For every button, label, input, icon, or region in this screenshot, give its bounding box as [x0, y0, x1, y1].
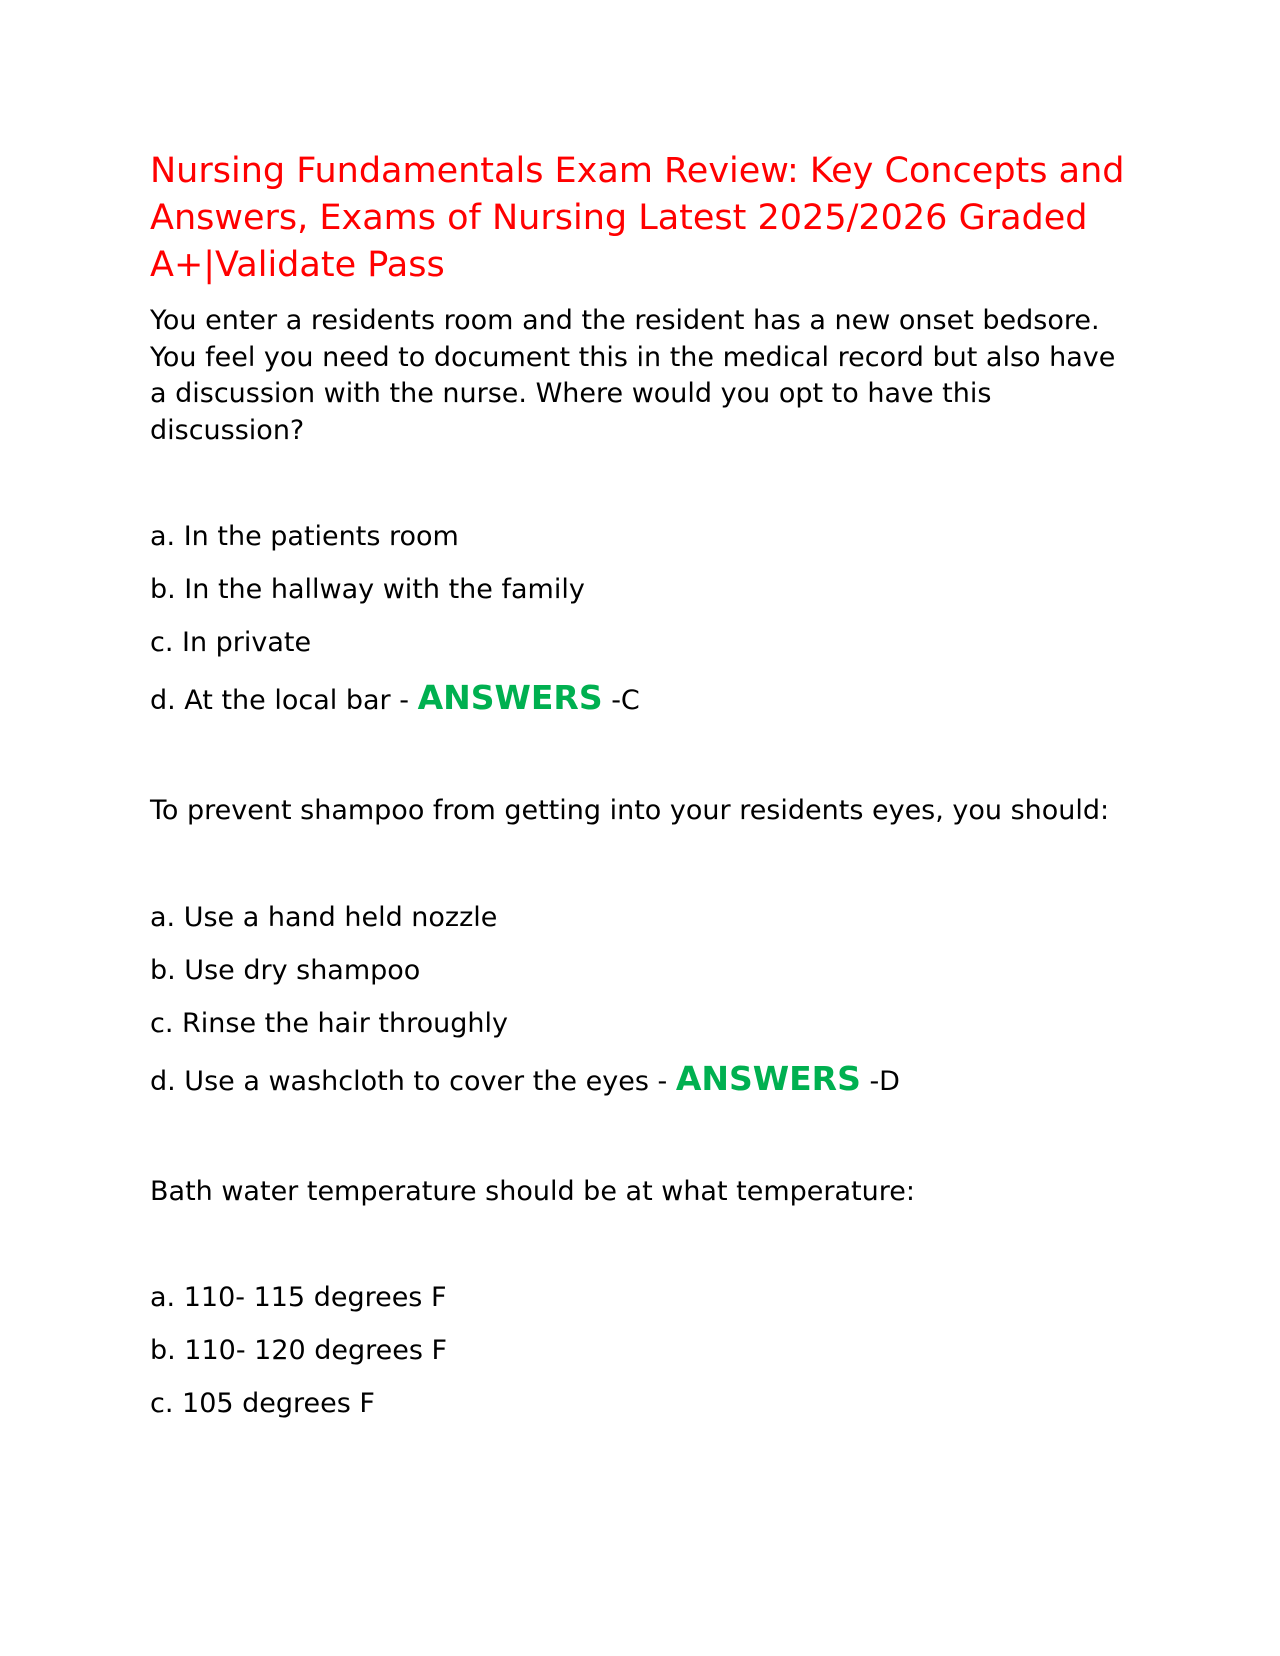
question-text: You enter a residents room and the resident has a new onset bedsore. You feel you need to document this in the medical record but also have a discussion with the nurse. Where would you opt to have this discussion?: [150, 305, 1116, 446]
option-b: b. 110- 120 degrees F: [150, 1335, 448, 1366]
option-d-text: d. At the local bar -: [150, 685, 418, 716]
question-block: [150, 793, 1130, 1106]
option-list: [150, 900, 1130, 1106]
answers-label: ANSWERS: [417, 678, 603, 717]
option-a: a. Use a hand held nozzle: [150, 901, 498, 933]
option-c: c. Rinse the hair throughly: [150, 1007, 508, 1039]
document-page: [150, 148, 1130, 1439]
option-a: a. In the patients room: [150, 521, 459, 552]
question-block: [150, 1174, 1130, 1423]
option-b: b. Use dry shampoo: [150, 954, 421, 986]
option-list: [150, 1280, 1130, 1422]
option-a: a. 110- 115 degrees F: [150, 1282, 447, 1313]
question-text: To prevent shampoo from getting into your residents eyes, you should:: [150, 795, 1110, 826]
option-d: [150, 1055, 1130, 1106]
answer-key: -D: [860, 1065, 900, 1097]
option-list: [150, 519, 1130, 725]
question-text: Bath water temperature should be at what temperature:: [150, 1175, 915, 1207]
option-b: b. In the hallway with the family: [150, 574, 585, 605]
document-title: Nursing Fundamentals Exam Review: Key Concepts and Answers, Exams of Nursing Latest 2025/2026 Graded A+|Validate Pass: [150, 151, 1125, 285]
question-block: [150, 303, 1130, 725]
option-c: c. In private: [150, 627, 312, 658]
option-d-text: d. Use a washcloth to cover the eyes -: [150, 1065, 676, 1097]
answer-key: -C: [602, 685, 640, 716]
option-c: c. 105 degrees F: [150, 1388, 375, 1419]
option-d: [150, 674, 1130, 725]
answers-label: ANSWERS: [675, 1058, 861, 1098]
